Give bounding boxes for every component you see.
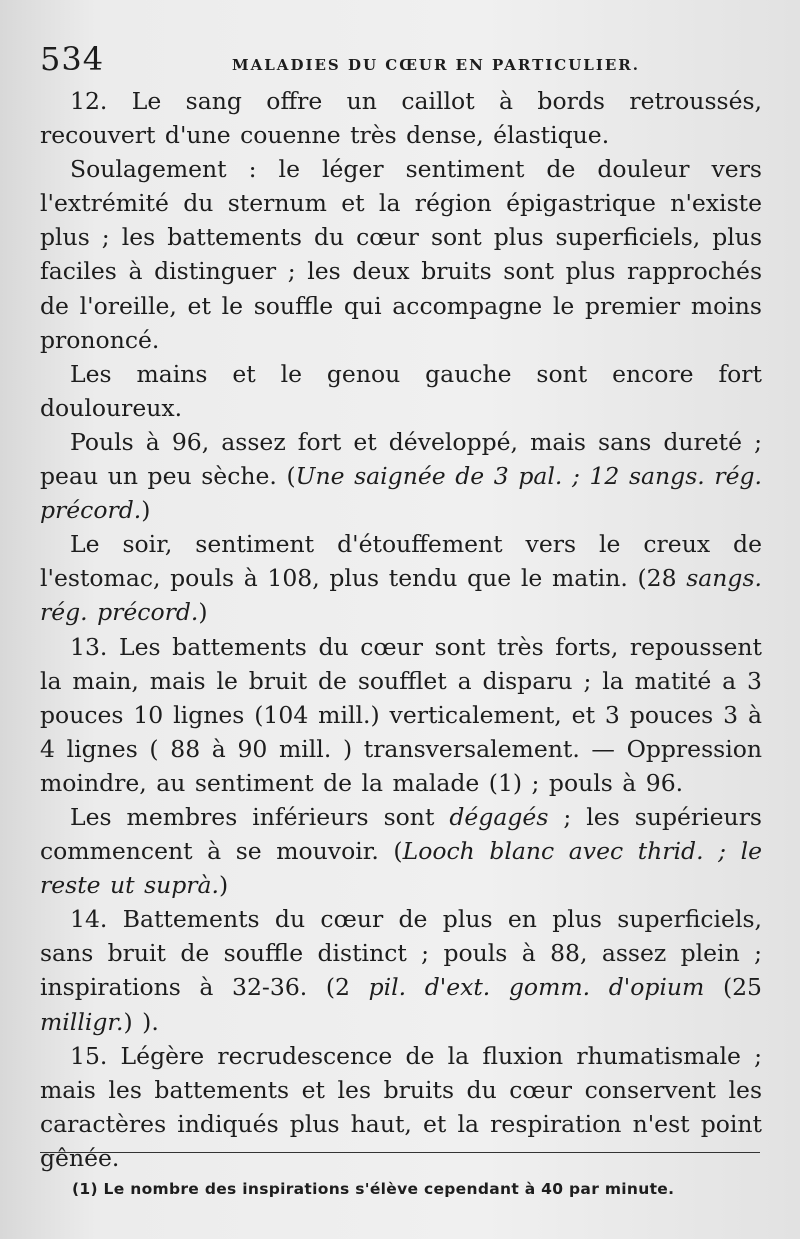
paragraph-soulagement: Soulagement : le léger sentiment de douleur vers l'extrémité du sternum et la région épigastrique n'existe plus ; les battements du cœur sont plus superficiels, plus faciles à distinguer ; les deux bruits sont plus rapprochés de l'oreille, et le souffle qui accompagne le premier moins prononcé. bbox=[40, 155, 762, 354]
running-title: MALADIES DU CŒUR EN PARTICULIER. bbox=[232, 56, 640, 74]
paragraph-15: 15. Légère recrudescence de la fluxion rhumatismale ; mais les battements et les bruits du cœur conservent les caractères indiqués plus haut, et la respiration n'est point gênée. bbox=[40, 1041, 762, 1172]
footnote-rule bbox=[40, 1152, 760, 1153]
paragraph-12: 12. Le sang offre un caillot à bords retroussés, recouvert d'une couenne très dense, élastique. bbox=[40, 87, 762, 150]
paragraph-13: 13. Les battements du cœur sont très forts, repoussent la main, mais le bruit de soufflet a disparu ; la matité a 3 pouces 10 lignes (104 mill.) verticalement, et 3 pouces 3 à 4 lignes ( 88 à 90 mill. ) transversalement. — Oppression moindre, au sentiment de la malade (1) ; pouls à 96. bbox=[40, 632, 762, 797]
paragraph-soir: Le soir, sentiment d'étouffement vers le creux de l'estomac, pouls à 108, plus tendu que le matin. (28 sangs. rég. précord.) bbox=[40, 530, 762, 627]
page-body bbox=[40, 84, 762, 1175]
page-number: 534 bbox=[40, 40, 105, 78]
paragraph-mains: Les mains et le genou gauche sont encore fort douloureux. bbox=[40, 359, 762, 422]
footnote: (1) Le nombre des inspirations s'élève cependant à 40 par minute. bbox=[72, 1180, 675, 1198]
paragraph-pouls: Pouls à 96, assez fort et développé, mais sans dureté ; peau un peu sèche. (Une saignée de 3 pal. ; 12 sangs. rég. précord.) bbox=[40, 427, 762, 525]
paragraph-membres: Les membres inférieurs sont dégagés ; les supérieurs commencent à se mouvoir. (Looch blanc avec thrid. ; le reste ut suprà.) bbox=[40, 802, 762, 900]
paragraph-14: 14. Battements du cœur de plus en plus superficiels, sans bruit de souffle distinct ; pouls à 88, assez plein ; inspirations à 32-36. (2 pil. d'ext. gomm. d'opium (25 milligr.) ). bbox=[40, 905, 763, 1036]
page-header bbox=[40, 40, 762, 76]
